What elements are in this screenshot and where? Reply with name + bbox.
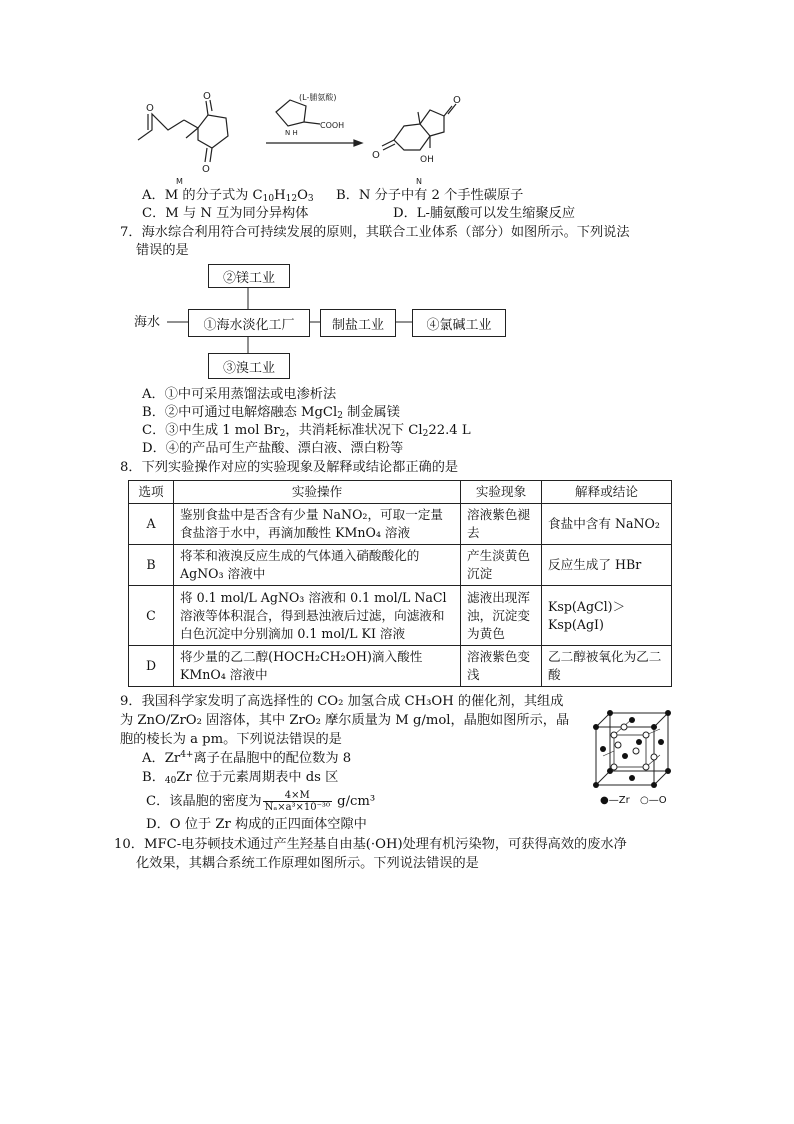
q7-option-c[interactable]: C．③中生成 1 mol $Br_2$，共消耗标准状况下 $Cl_222.4$ L xyxy=(142,423,471,439)
q7-option-b[interactable]: B．②中可通过电解熔融态 MgCl$_2$ 制金属镁 xyxy=(142,405,400,421)
table-header-row xyxy=(129,481,672,504)
header-phenomenon: 实验现象 xyxy=(461,481,542,504)
q7-option-d[interactable]: D．④的产品可生产盐酸、漂白液、漂白粉等 xyxy=(142,441,404,456)
row-conclusion: 食盐中含有 NaNO₂ xyxy=(542,504,672,545)
row-conclusion: 反应生成了 HBr xyxy=(542,545,672,586)
row-operation: 将少量的乙二醇(HOCH₂CH₂OH)滴入酸性 KMnO₄ 溶液中 xyxy=(174,646,461,687)
q8-stem: 8．下列实验操作对应的实验现象及解释或结论都正确的是 xyxy=(120,460,459,475)
box-bromine-industry: ③溴工业 xyxy=(208,353,290,379)
header-option: 选项 xyxy=(129,481,174,504)
proline-label: (L-脯氨酸) xyxy=(299,93,337,102)
q7-stem-line1: 7．海水综合利用符合可持续发展的原则，其联合工业体系（部分）如图所示。下列说法 xyxy=(120,225,630,240)
mol-n-label: N xyxy=(416,177,422,186)
q6-option-d[interactable]: D．L-脯氨酸可以发生缩聚反应 xyxy=(393,206,576,221)
row-phenomenon: 溶液紫色变浅 xyxy=(461,646,542,687)
mol-m-label: M xyxy=(176,177,183,186)
seawater-label: 海水 xyxy=(134,315,161,330)
box-desalination-plant: ①海水淡化工厂 xyxy=(188,309,310,337)
row-conclusion: Ksp(AgCl)＞Ksp(AgI) xyxy=(542,586,672,646)
q6-option-b[interactable]: B．N 分子中有 2 个手性碳原子 xyxy=(336,188,524,203)
box-chlor-alkali-industry: ④氯碱工业 xyxy=(412,309,506,337)
row-label: B xyxy=(129,545,174,586)
table-row xyxy=(129,545,672,586)
q9-option-b[interactable]: B．$_{40}$Zr 位于元素周期表中 ds 区 xyxy=(142,770,339,786)
mol-n-oh: OH xyxy=(420,155,434,165)
q9-option-d[interactable]: D．O 位于 Zr 构成的正四面体空隙中 xyxy=(146,817,367,832)
density-fraction: $\frac{4\times M}{\text{Nₐ×a³×10⁻³⁰}}$ xyxy=(264,790,330,813)
row-label: A xyxy=(129,504,174,545)
header-conclusion: 解释或结论 xyxy=(542,481,672,504)
mol-m-o2: O xyxy=(203,91,211,102)
q10-stem-line2: 化效果，其耦合系统工作原理如图所示。下列说法错误的是 xyxy=(136,856,479,871)
row-operation: 将苯和液溴反应生成的气体通入硝酸酸化的 AgNO₃ 溶液中 xyxy=(174,545,461,586)
q6-option-a[interactable]: A．M 的分子式为 $C_{10}H_{12}O_3$ xyxy=(142,188,314,204)
proline-nh: N H xyxy=(285,129,298,137)
mol-n-o1: O xyxy=(453,95,461,106)
table-row xyxy=(129,504,672,545)
mol-m-o3: O xyxy=(202,164,210,175)
q9-option-c[interactable]: C．该晶胞的密度为 $\frac{4\times M}{\text{Nₐ×a³×10⁻³⁰}}$ g/cm³ xyxy=(146,790,376,813)
box-magnesium-industry: ②镁工业 xyxy=(208,264,290,288)
legend-o: ○—O xyxy=(640,795,667,806)
row-conclusion: 乙二醇被氧化为乙二酸 xyxy=(542,646,672,687)
zr-dot-icon: ● xyxy=(600,795,609,806)
q9-stem-line1: 9．我国科学家发明了高选择性的 CO₂ 加氢合成 CH₃OH 的催化剂，其组成 xyxy=(120,694,564,709)
row-operation: 将 0.1 mol/L AgNO₃ 溶液和 0.1 mol/L NaCl 溶液等体积混合，得到悬浊液后过滤，向滤液和白色沉淀中分别滴加 0.1 mol/L KI 溶液 xyxy=(174,586,461,646)
row-label: D xyxy=(129,646,174,687)
legend-zr: ●—Zr xyxy=(600,795,630,806)
mol-m-o1: O xyxy=(146,103,154,114)
proline-cooh: COOH xyxy=(320,121,345,130)
q7-flow-connectors xyxy=(0,0,794,400)
mol-n-o2: O xyxy=(372,150,380,161)
table-row xyxy=(129,586,672,646)
box-salt-industry: 制盐工业 xyxy=(320,309,396,337)
q8-experiment-table xyxy=(128,480,672,687)
q7-stem-line2: 错误的是 xyxy=(136,243,189,258)
row-phenomenon: 产生淡黄色沉淀 xyxy=(461,545,542,586)
row-phenomenon: 滤液出现浑浊，沉淀变为黄色 xyxy=(461,586,542,646)
q7-option-a[interactable]: A．①中可采用蒸馏法或电渗析法 xyxy=(142,387,337,402)
header-operation: 实验操作 xyxy=(174,481,461,504)
table-row xyxy=(129,646,672,687)
q6-option-c[interactable]: C．M 与 N 互为同分异构体 xyxy=(142,206,309,221)
row-phenomenon: 溶液紫色褪去 xyxy=(461,504,542,545)
q9-stem-line3: 胞的棱长为 a pm。下列说法错误的是 xyxy=(120,732,342,747)
q10-stem-line1: 10．MFC-电芬顿技术通过产生羟基自由基(·OH)处理有机污染物，可获得高效的废水净 xyxy=(114,837,627,852)
q9-stem-line2: 为 ZnO/ZrO₂ 固溶体，其中 ZrO₂ 摩尔质量为 M g/mol，晶胞如图所示，晶 xyxy=(120,713,570,728)
row-label: C xyxy=(129,586,174,646)
q9-option-a[interactable]: A．$Zr^{4+}$离子在晶胞中的配位数为 8 xyxy=(142,750,352,766)
row-operation: 鉴别食盐中是否含有少量 NaNO₂，可取一定量食盐溶于水中，再滴加酸性 KMnO₄ 溶液 xyxy=(174,504,461,545)
